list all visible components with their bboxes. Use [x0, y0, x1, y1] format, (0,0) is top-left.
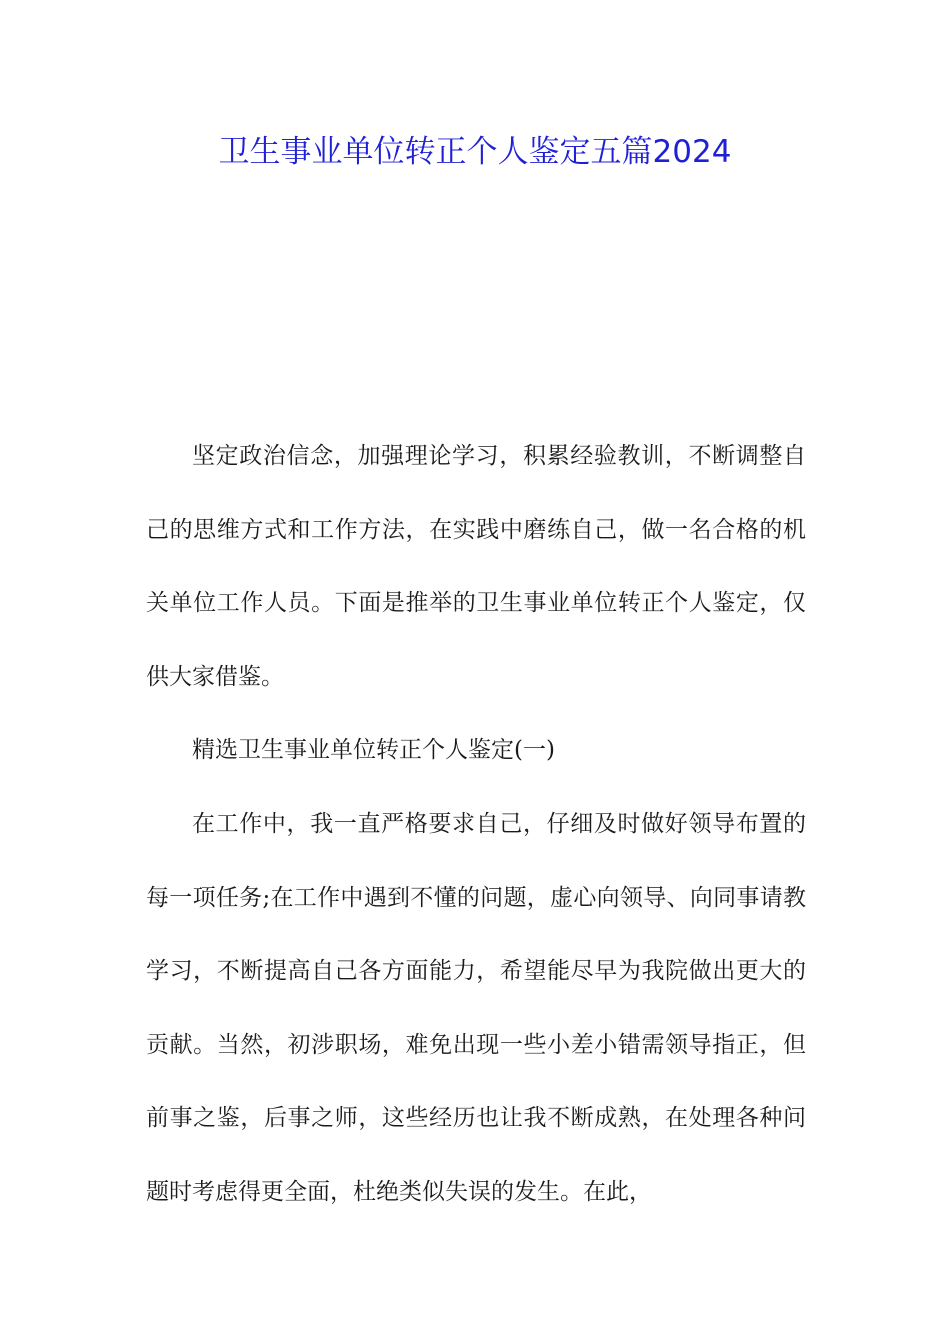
document-title: 卫生事业单位转正个人鉴定五篇2024: [218, 134, 732, 170]
body-paragraph: 在工作中，我一直严格要求自己，仔细及时做好领导布置的每一项任务;在工作中遇到不懂的问题，虚心向领导、向同事请教学习，不断提高自己各方面能力，希望能尽早为我院做出更大的贡献。当然，初涉职场，难免出现一些小差小错需领导指正，但前事之鉴，后事之师，这些经历也让我不断成熟，在处理各种问题时考虑得更全面，杜绝类似失误的发生。在此，: [146, 810, 806, 1205]
section-heading: 精选卫生事业单位转正个人鉴定(一): [192, 737, 555, 764]
document-body: [146, 420, 806, 1230]
intro-paragraph: 坚定政治信念，加强理论学习，积累经验教训，不断调整自己的思维方式和工作方法，在实践中磨练自己，做一名合格的机关单位工作人员。下面是推举的卫生事业单位转正个人鉴定，仅供大家借鉴。: [146, 443, 806, 690]
